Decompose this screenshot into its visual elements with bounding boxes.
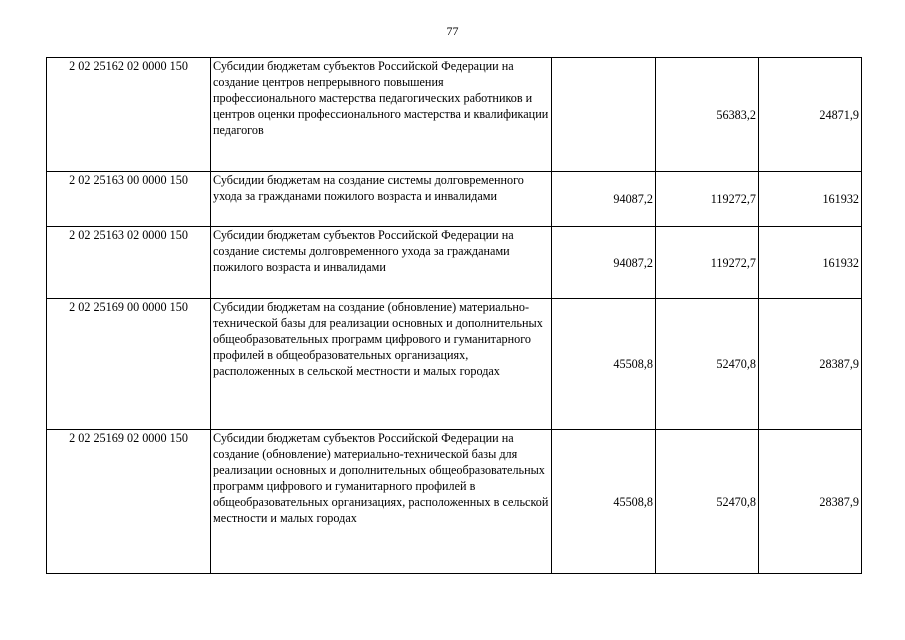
value-cell-2: 52470,8	[656, 430, 759, 574]
value-cell-3: 28387,9	[759, 299, 862, 430]
value-cell-3: 28387,9	[759, 430, 862, 574]
description-cell: Субсидии бюджетам на создание (обновление) материально-технической базы для реализации основных и дополнительных общеобразовательных программ цифрового и гуманитарного профилей в общеобразовательных организациях, расположенных в сельской местности и малых городах	[211, 299, 552, 430]
budget-code-cell: 2 02 25169 02 0000 150	[47, 430, 211, 574]
budget-code-cell: 2 02 25162 02 0000 150	[47, 58, 211, 172]
value-cell-2: 119272,7	[656, 172, 759, 227]
value-cell-1	[552, 58, 656, 172]
value-cell-2: 119272,7	[656, 227, 759, 299]
value-cell-2: 56383,2	[656, 58, 759, 172]
budget-code-cell: 2 02 25169 00 0000 150	[47, 299, 211, 430]
budget-code-cell: 2 02 25163 02 0000 150	[47, 227, 211, 299]
table-row	[47, 430, 862, 574]
table-row	[47, 172, 862, 227]
budget-code-cell: 2 02 25163 00 0000 150	[47, 172, 211, 227]
value-cell-1: 94087,2	[552, 172, 656, 227]
table-row	[47, 299, 862, 430]
value-cell-1: 94087,2	[552, 227, 656, 299]
table-row	[47, 227, 862, 299]
value-cell-1: 45508,8	[552, 299, 656, 430]
description-cell: Субсидии бюджетам субъектов Российской Федерации на создание центров непрерывного повышения профессионального мастерства педагогических работников и центров оценки профессионального мастерства и квалификации педагогов	[211, 58, 552, 172]
value-cell-1: 45508,8	[552, 430, 656, 574]
value-cell-3: 161932	[759, 227, 862, 299]
description-cell: Субсидии бюджетам на создание системы долговременного ухода за гражданами пожилого возраста и инвалидами	[211, 172, 552, 227]
page-number: 77	[446, 24, 459, 38]
value-cell-3: 24871,9	[759, 58, 862, 172]
value-cell-3: 161932	[759, 172, 862, 227]
description-cell: Субсидии бюджетам субъектов Российской Федерации на создание системы долговременного ухода за гражданами пожилого возраста и инвалидами	[211, 227, 552, 299]
value-cell-2: 52470,8	[656, 299, 759, 430]
description-cell: Субсидии бюджетам субъектов Российской Федерации на создание (обновление) материально-технической базы для реализации основных и дополнительных общеобразовательных программ цифрового и гуманитарного профилей в общеобразовательных организациях, расположенных в сельской местности и малых городах	[211, 430, 552, 574]
budget-revenue-table	[46, 57, 862, 574]
table-row	[47, 58, 862, 172]
